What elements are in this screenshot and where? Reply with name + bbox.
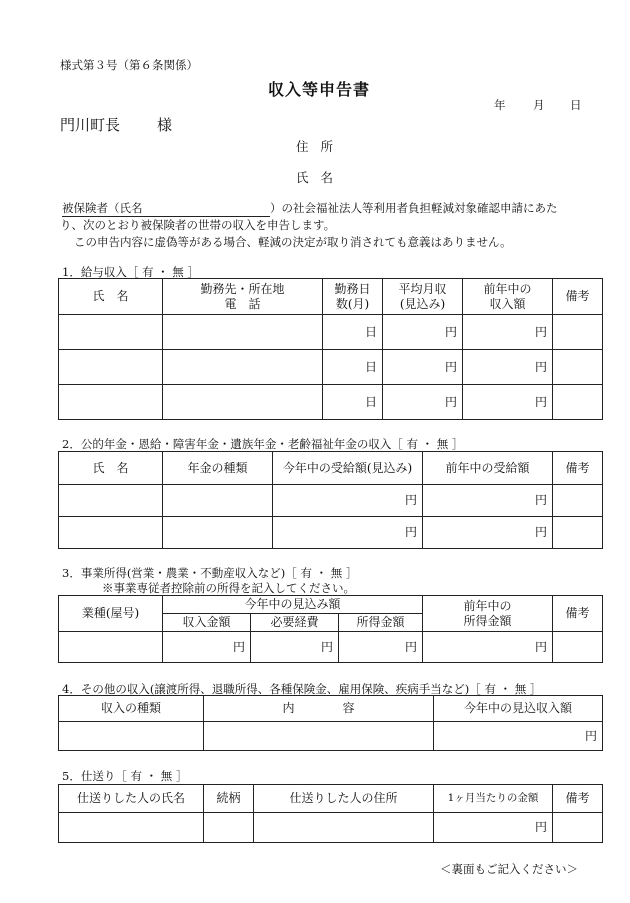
expense-cell[interactable]: 円	[251, 632, 339, 663]
col-income-type: 収入の種類	[59, 696, 204, 722]
note-cell[interactable]	[553, 315, 603, 350]
section-2-heading: 2．公的年金・恩給・障害年金・遺族年金・老齢福祉年金の収入［ 有 ・ 無 ］	[62, 437, 464, 451]
section-3-note: ※事業専従者控除前の所得を記入してください。	[102, 581, 355, 595]
col-name: 氏 名	[59, 279, 163, 315]
prev-cell[interactable]: 円	[463, 315, 553, 350]
table-row	[59, 485, 603, 517]
table-row	[59, 517, 603, 549]
prev-year-cell[interactable]: 円	[423, 517, 553, 549]
col-business-type: 業種(屋号)	[59, 596, 163, 632]
date-year-label: 年	[494, 98, 506, 112]
relation-cell[interactable]	[204, 813, 254, 843]
footer-note: ＜裏面もご記入ください＞	[440, 862, 578, 876]
address-label: 住 所	[296, 139, 337, 154]
other-income-table	[58, 695, 603, 751]
note-cell[interactable]	[553, 517, 603, 549]
intro-line-2: り、次のとおり被保険者の世帯の収入を申告します。	[60, 218, 336, 232]
col-profit: 所得金額	[339, 614, 423, 632]
col-name: 氏 名	[59, 452, 163, 485]
prev-year-cell[interactable]: 円	[423, 485, 553, 517]
this-year-cell[interactable]: 円	[273, 485, 423, 517]
col-expense: 必要経費	[251, 614, 339, 632]
avg-cell[interactable]: 円	[383, 385, 463, 420]
col-content: 内 容	[204, 696, 434, 722]
col-days: 勤務日 数(月)	[323, 279, 383, 315]
name-cell[interactable]	[59, 350, 163, 385]
date-day-label: 日	[570, 98, 582, 112]
workplace-cell[interactable]	[163, 315, 323, 350]
business-cell[interactable]	[59, 632, 163, 663]
remittance-table	[58, 784, 603, 843]
workplace-cell[interactable]	[163, 385, 323, 420]
page-title: 収入等申告書	[268, 80, 371, 99]
table-row	[59, 632, 603, 663]
col-note: 備考	[553, 785, 603, 813]
col-monthly: 1ヶ月当たりの金額	[434, 785, 553, 813]
monthly-cell[interactable]: 円	[434, 813, 553, 843]
note-cell[interactable]	[553, 350, 603, 385]
prev-cell[interactable]: 円	[463, 385, 553, 420]
amount-cell[interactable]: 円	[434, 722, 603, 751]
insured-name-field[interactable]	[62, 200, 270, 217]
col-amount: 今年中の見込収入額	[434, 696, 603, 722]
intro-line-3: この申告内容に虚偽等がある場合、軽減の決定が取り消されても意義はありません。	[74, 235, 512, 249]
close-paren: ）	[270, 201, 282, 215]
col-pension-type: 年金の種類	[163, 452, 273, 485]
recipient: 門川町長	[60, 116, 121, 134]
col-prev-year: 前年中の受給額	[423, 452, 553, 485]
col-income: 収入金額	[163, 614, 251, 632]
type-cell[interactable]	[163, 485, 273, 517]
table-row	[59, 350, 603, 385]
avg-cell[interactable]: 円	[383, 315, 463, 350]
sender-cell[interactable]	[59, 813, 204, 843]
col-relation: 続柄	[204, 785, 254, 813]
type-cell[interactable]	[163, 517, 273, 549]
col-avg-income: 平均月収 (見込み)	[383, 279, 463, 315]
days-cell[interactable]: 日	[323, 385, 383, 420]
intro-line-1	[62, 200, 558, 217]
business-table	[58, 595, 603, 663]
profit-cell[interactable]: 円	[339, 632, 423, 663]
days-cell[interactable]: 日	[323, 315, 383, 350]
date-month-label: 月	[533, 98, 545, 112]
section-4-heading: 4．その他の収入(譲渡所得、退職所得、各種保険金、雇用保険、疾病手当など)［ 有 ・ 無 ］	[62, 682, 542, 696]
section-5-heading: 5．仕送り［ 有 ・ 無 ］	[62, 769, 188, 783]
prev-cell[interactable]: 円	[463, 350, 553, 385]
pension-table	[58, 451, 603, 549]
col-prev-income: 前年中の 所得金額	[423, 596, 553, 632]
this-year-cell[interactable]: 円	[273, 517, 423, 549]
note-cell[interactable]	[553, 813, 603, 843]
form-number: 様式第３号（第６条関係）	[60, 58, 198, 72]
col-note: 備考	[553, 279, 603, 315]
salary-table	[58, 278, 603, 420]
name-cell[interactable]	[59, 485, 163, 517]
col-note: 備考	[553, 452, 603, 485]
content-cell[interactable]	[204, 722, 434, 751]
honorific: 様	[157, 116, 173, 134]
intro-text-1: の社会福祉法人等利用者負担軽減対象確認申請にあた	[281, 201, 558, 215]
avg-cell[interactable]: 円	[383, 350, 463, 385]
table-row	[59, 385, 603, 420]
name-cell[interactable]	[59, 517, 163, 549]
section-1-heading: 1．給与収入［ 有 ・ 無 ］	[62, 265, 199, 279]
name-label: 氏 名	[296, 170, 337, 185]
name-cell[interactable]	[59, 385, 163, 420]
col-sender: 仕送りした人の氏名	[59, 785, 204, 813]
col-note: 備考	[553, 596, 603, 632]
table-row	[59, 315, 603, 350]
name-cell[interactable]	[59, 315, 163, 350]
table-row	[59, 813, 603, 843]
days-cell[interactable]: 日	[323, 350, 383, 385]
table-row	[59, 722, 603, 751]
note-cell[interactable]	[553, 632, 603, 663]
col-workplace: 勤務先・所在地 電 話	[163, 279, 323, 315]
col-this-year: 今年中の見込み額	[163, 596, 423, 614]
section-3-heading: 3．事業所得(営業・農業・不動産収入など)［ 有 ・ 無 ］	[62, 566, 358, 580]
address-cell[interactable]	[254, 813, 434, 843]
col-address: 仕送りした人の住所	[254, 785, 434, 813]
col-this-year: 今年中の受給額(見込み)	[273, 452, 423, 485]
insured-name-label: 被保険者（氏名	[62, 201, 143, 215]
note-cell[interactable]	[553, 485, 603, 517]
prev-cell[interactable]: 円	[423, 632, 553, 663]
col-prev-income: 前年中の 収入額	[463, 279, 553, 315]
workplace-cell[interactable]	[163, 350, 323, 385]
type-cell[interactable]	[59, 722, 204, 751]
note-cell[interactable]	[553, 385, 603, 420]
income-cell[interactable]: 円	[163, 632, 251, 663]
